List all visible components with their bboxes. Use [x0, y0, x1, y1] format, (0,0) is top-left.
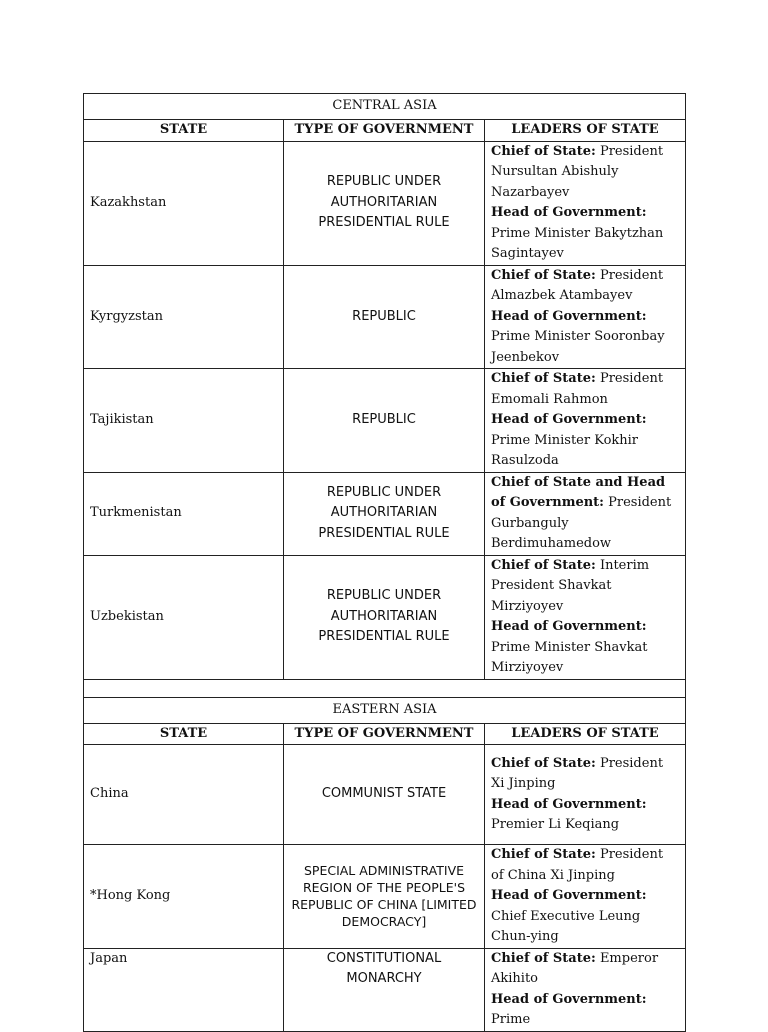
leader-value: President Almazbek Atambayev: [491, 267, 664, 303]
state-name: Japan: [84, 948, 284, 1031]
table-row: [84, 555, 686, 679]
region-row: [84, 697, 686, 723]
leader-value: Prime: [491, 1012, 531, 1027]
region-title: CENTRAL ASIA: [84, 94, 686, 120]
leader-label: Head of Government:: [491, 888, 647, 903]
leaders-cell: [485, 745, 686, 845]
leader-value: Prime Minister Kokhir Rasulzoda: [491, 432, 639, 468]
state-name: Uzbekistan: [84, 555, 284, 679]
leader-value: Prime Minister Bakytzhan Sagintayev: [491, 225, 664, 261]
header-row: [84, 120, 686, 142]
leaders-cell: [485, 472, 686, 555]
leaders-cell: [485, 948, 686, 1031]
region-title: EASTERN ASIA: [84, 697, 686, 723]
table-row: [84, 265, 686, 369]
leader-label: Head of Government:: [491, 991, 647, 1007]
leader-label: Chief of State and Head of Government:: [491, 474, 666, 510]
table-row: [84, 472, 686, 555]
state-name: China: [84, 745, 284, 845]
leader-value: Prime Minister Sooronbay Jeenbekov: [491, 329, 665, 365]
government-type: COMMUNIST STATE: [284, 745, 485, 845]
spacer-cell: [84, 679, 686, 697]
state-name: Turkmenistan: [84, 472, 284, 555]
leader-value: President Gurbanguly Berdimuhamedow: [491, 495, 672, 551]
leader-label: Chief of State:: [491, 847, 596, 862]
government-type: REPUBLIC UNDER AUTHORITARIAN PRESIDENTIAL RULE: [284, 555, 485, 679]
leader-label: Chief of State:: [491, 371, 596, 386]
leader-label: Chief of State:: [491, 950, 596, 966]
leaders-cell: [485, 555, 686, 679]
table-row: [84, 369, 686, 473]
government-type: REPUBLIC: [284, 265, 485, 369]
header-state: STATE: [84, 120, 284, 142]
header-leaders: LEADERS OF STATE: [485, 723, 686, 745]
table-row: [84, 845, 686, 949]
leader-value: Premier Li Keqiang: [491, 817, 620, 832]
government-table: [83, 93, 686, 1032]
leaders-cell: [485, 141, 686, 265]
leaders-cell: [485, 845, 686, 949]
header-type: TYPE OF GOVERNMENT: [284, 723, 485, 745]
government-type: REPUBLIC: [284, 369, 485, 473]
leaders-cell: [485, 369, 686, 473]
leader-label: Head of Government:: [491, 796, 647, 812]
header-state: STATE: [84, 723, 284, 745]
leader-label: Chief of State:: [491, 143, 596, 159]
leader-value: President Xi Jinping: [491, 755, 664, 791]
government-type: REPUBLIC UNDER AUTHORITARIAN PRESIDENTIAL RULE: [284, 141, 485, 265]
state-name: Kyrgyzstan: [84, 265, 284, 369]
leader-value: Prime Minister Shavkat Mirziyoyev: [491, 639, 648, 675]
government-type: REPUBLIC UNDER AUTHORITARIAN PRESIDENTIAL RULE: [284, 472, 485, 555]
state-name: Tajikistan: [84, 369, 284, 473]
leader-value: Interim President Shavkat Mirziyoyev: [491, 557, 650, 614]
leader-label: Head of Government:: [491, 205, 647, 220]
table-row: [84, 948, 686, 1031]
leader-value: President Emomali Rahmon: [491, 371, 664, 407]
header-row: [84, 723, 686, 745]
leader-label: Head of Government:: [491, 412, 647, 427]
leader-label: Chief of State:: [491, 267, 596, 283]
leader-label: Chief of State:: [491, 557, 596, 573]
state-name: *Hong Kong: [84, 845, 284, 949]
leader-value: Chief Executive Leung Chun-ying: [491, 908, 641, 944]
leader-value: President of China Xi Jinping: [491, 847, 664, 883]
leaders-cell: [485, 265, 686, 369]
header-leaders: LEADERS OF STATE: [485, 120, 686, 142]
government-type: CONSTITUTIONAL MONARCHY: [284, 948, 485, 1031]
header-type: TYPE OF GOVERNMENT: [284, 120, 485, 142]
leader-value: Emperor Akihito: [491, 950, 659, 986]
spacer-row: [84, 679, 686, 697]
leader-label: Head of Government:: [491, 308, 647, 324]
leader-label: Chief of State:: [491, 755, 596, 771]
government-type: SPECIAL ADMINISTRATIVE REGION OF THE PEOPLE'S REPUBLIC OF CHINA [LIMITED DEMOCRACY]: [284, 845, 485, 949]
leader-value: President Nursultan Abishuly Nazarbayev: [491, 143, 664, 200]
table-row: [84, 745, 686, 845]
leader-label: Head of Government:: [491, 619, 647, 634]
region-row: [84, 94, 686, 120]
state-name: Kazakhstan: [84, 141, 284, 265]
table-row: [84, 141, 686, 265]
